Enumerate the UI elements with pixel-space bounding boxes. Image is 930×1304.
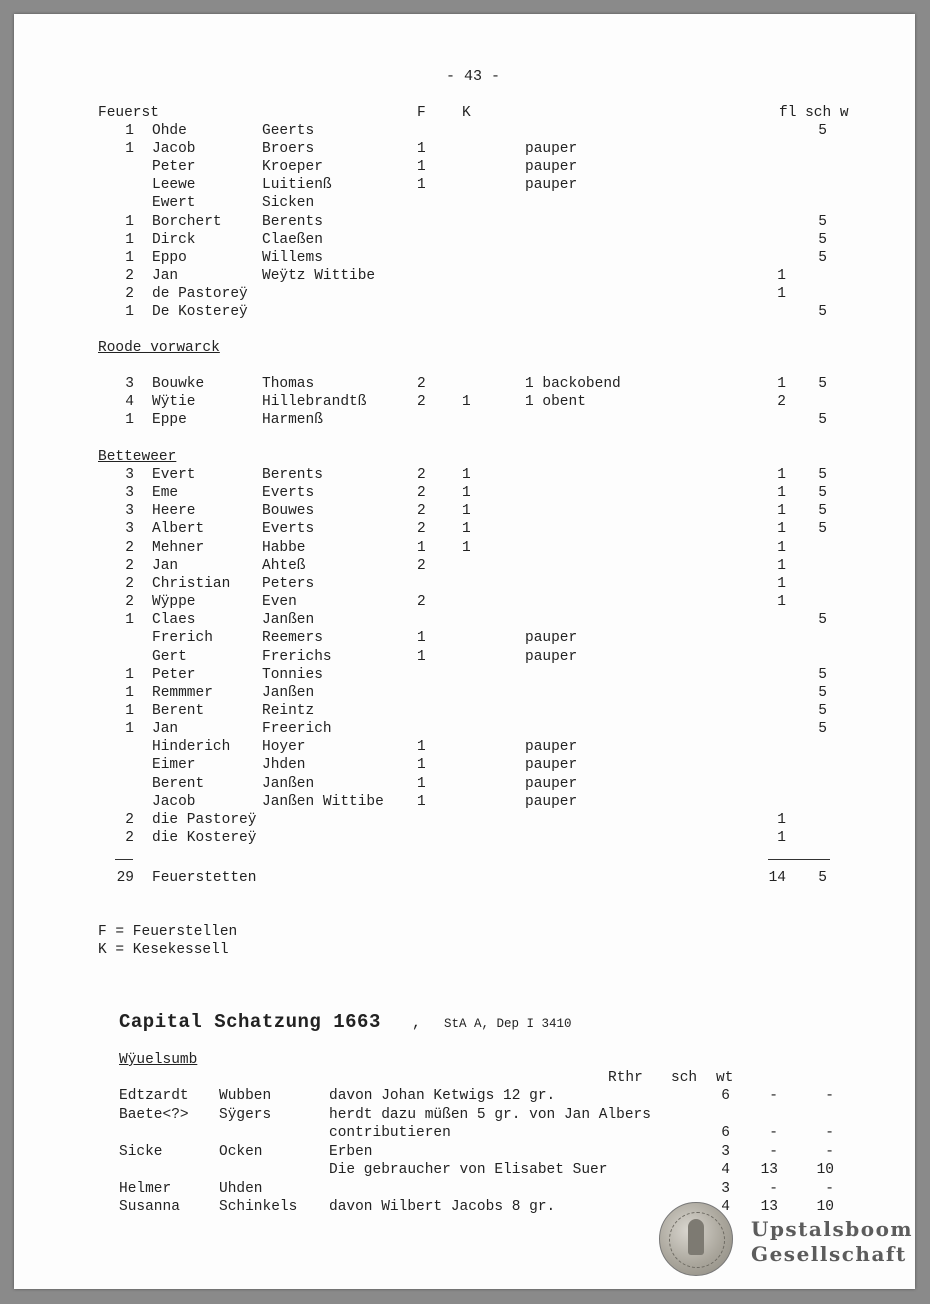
row-fl: 1 <box>777 811 786 828</box>
row-note: pauper <box>525 159 578 176</box>
row-note: pauper <box>525 757 578 774</box>
row-first-name: Mehner <box>152 539 205 556</box>
row-last-name: Harmenß <box>262 412 323 429</box>
row-sch: 5 <box>818 213 827 230</box>
capital-row-note: contributieren <box>329 1125 451 1141</box>
row-last-name: Kroeper <box>262 159 323 176</box>
capital-row-wt: 10 <box>816 1199 834 1215</box>
row-sch: 5 <box>818 304 827 320</box>
row-fl: 1 <box>777 557 786 574</box>
row-last-name: Habbe <box>262 539 306 556</box>
row-last-name: Hoyer <box>262 739 306 756</box>
capital-col-wt: wt <box>716 1070 734 1086</box>
row-feuerstellen: 1 <box>417 159 426 176</box>
row-note: pauper <box>525 775 578 792</box>
row-fl: 1 <box>777 503 786 520</box>
row-count: 1 <box>125 213 134 230</box>
society-seal-icon <box>659 1202 733 1276</box>
capital-row-first-name: Susanna <box>119 1199 180 1215</box>
row-count: 2 <box>125 557 134 574</box>
row-count: 1 <box>125 123 134 139</box>
row-last-name: Janßen <box>262 612 315 629</box>
row-fl: 1 <box>777 575 786 592</box>
section-title-betteweer: Betteweer <box>98 449 177 465</box>
capital-row-sch: - <box>769 1125 778 1141</box>
legend-k: K = Kesekessell <box>98 942 229 958</box>
capital-row-wt: 10 <box>816 1162 834 1178</box>
capital-row-note: davon Johan Ketwigs 12 gr. <box>329 1088 556 1104</box>
row-fl: 1 <box>777 485 786 502</box>
row-count: 1 <box>125 684 134 701</box>
header-k: K <box>462 105 471 121</box>
row-fl: 1 <box>777 267 786 284</box>
row-sch: 5 <box>818 521 827 538</box>
row-sch: 5 <box>818 612 827 629</box>
capital-row-rthr: 6 <box>721 1088 730 1104</box>
capital-row-first-name: Sicke <box>119 1143 163 1160</box>
row-sch: 5 <box>818 376 827 392</box>
capital-row-sch: - <box>769 1088 778 1104</box>
capital-row-note: herdt dazu müßen 5 gr. von Jan Albers <box>329 1106 651 1123</box>
row-sch: 5 <box>818 684 827 701</box>
capital-row-note: davon Wilbert Jacobs 8 gr. <box>329 1199 556 1215</box>
row-count: 4 <box>125 394 134 411</box>
row-fl: 1 <box>777 376 786 392</box>
watermark-line1: Upstalsboom <box>751 1217 914 1241</box>
row-kesekessell: 1 <box>462 539 471 556</box>
capital-col-rthr: Rthr <box>608 1070 643 1086</box>
row-last-name: Hillebrandtß <box>262 394 367 411</box>
capital-row-wt: - <box>825 1143 834 1160</box>
row-first-name: Wӱtie <box>152 394 196 411</box>
row-count: 2 <box>125 285 134 302</box>
header-feuerst: Feuerst <box>98 105 159 121</box>
row-count: 2 <box>125 811 134 828</box>
row-first-name: Gert <box>152 648 187 665</box>
row-first-name: Ewert <box>152 195 196 212</box>
row-kesekessell: 1 <box>462 485 471 502</box>
row-last-name: Bouwes <box>262 503 315 520</box>
row-count: 1 <box>125 249 134 266</box>
row-fl: 1 <box>777 830 786 846</box>
row-note: pauper <box>525 739 578 756</box>
header-currency: fl sch w <box>779 105 849 121</box>
row-first-name: Leewe <box>152 177 196 194</box>
row-fl: 1 <box>777 539 786 556</box>
row-fl: 2 <box>777 394 786 411</box>
row-kesekessell: 1 <box>462 503 471 520</box>
row-last-name: Reintz <box>262 702 315 719</box>
row-feuerstellen: 1 <box>417 648 426 665</box>
row-last-name: Janßen <box>262 684 315 701</box>
row-first-name: Hinderich <box>152 739 231 756</box>
row-first-name: Peter <box>152 666 196 683</box>
capital-row-rthr: 4 <box>721 1162 730 1178</box>
row-first-name: Dirck <box>152 231 196 248</box>
row-feuerstellen: 2 <box>417 503 426 520</box>
capital-row-last-name: Uhden <box>219 1180 263 1197</box>
row-first-name: Jan <box>152 267 179 284</box>
capital-row-sch: 13 <box>760 1199 778 1215</box>
capital-row-wt: - <box>825 1088 834 1104</box>
row-first-name: Berent <box>152 775 205 792</box>
row-note: pauper <box>525 141 578 158</box>
row-note: pauper <box>525 177 578 194</box>
row-sch: 5 <box>818 485 827 502</box>
capital-row-sch: - <box>769 1143 778 1160</box>
row-last-name: Thomas <box>262 376 315 392</box>
capital-row-last-name: Schinkels <box>219 1199 298 1215</box>
row-feuerstellen: 2 <box>417 485 426 502</box>
row-last-name: Broers <box>262 141 315 158</box>
row-last-name: Even <box>262 594 297 611</box>
row-fl: 1 <box>777 285 786 302</box>
row-feuerstellen: 2 <box>417 394 426 411</box>
total-sch: 5 <box>818 870 827 886</box>
row-first-name: De Kostereӱ <box>152 304 248 320</box>
row-first-name: Jacob <box>152 793 196 810</box>
row-last-name: Tonnies <box>262 666 323 683</box>
row-last-name: Janßen Wittibe <box>262 793 384 810</box>
row-last-name: Freerich <box>262 721 332 738</box>
row-last-name: Frerichs <box>262 648 332 665</box>
row-last-name: Sicken <box>262 195 315 212</box>
row-kesekessell: 1 <box>462 521 471 538</box>
row-feuerstellen: 2 <box>417 376 426 392</box>
header-f: F <box>417 105 426 121</box>
row-count: 3 <box>125 485 134 502</box>
row-first-name: Evert <box>152 467 196 483</box>
total-rule-right <box>768 859 830 860</box>
row-first-name: Bouwke <box>152 376 205 392</box>
row-note: pauper <box>525 793 578 810</box>
capital-row-sch: - <box>769 1180 778 1197</box>
capital-row-note: Die gebraucher von Elisabet Suer <box>329 1162 608 1178</box>
row-first-name: Heere <box>152 503 196 520</box>
section-title-roode: Roode vorwarck <box>98 340 220 356</box>
capital-row-last-name: Sӱgers <box>219 1106 272 1123</box>
row-first-name: Jacob <box>152 141 196 158</box>
row-first-name: Eme <box>152 485 179 502</box>
row-note: 1 backobend <box>525 376 621 392</box>
row-sch: 5 <box>818 412 827 429</box>
row-last-name: Peters <box>262 575 315 592</box>
row-count: 1 <box>125 304 134 320</box>
capital-row-rthr: 3 <box>721 1143 730 1160</box>
row-note: pauper <box>525 648 578 665</box>
row-count: 2 <box>125 830 134 846</box>
row-fl: 1 <box>777 467 786 483</box>
row-last-name: Everts <box>262 485 315 502</box>
row-feuerstellen: 2 <box>417 467 426 483</box>
row-sch: 5 <box>818 721 827 738</box>
total-count: 29 <box>116 870 134 886</box>
row-feuerstellen: 1 <box>417 630 426 647</box>
row-count: 3 <box>125 521 134 538</box>
row-first-name: Jan <box>152 721 179 738</box>
row-feuerstellen: 1 <box>417 775 426 792</box>
row-last-name: Janßen <box>262 775 315 792</box>
row-last-name: Everts <box>262 521 315 538</box>
row-count: 2 <box>125 594 134 611</box>
row-count: 1 <box>125 141 134 158</box>
row-feuerstellen: 2 <box>417 557 426 574</box>
row-feuerstellen: 2 <box>417 521 426 538</box>
watermark-line2: Gesellschaft <box>751 1242 907 1266</box>
row-last-name: Weӱtz Wittibe <box>262 267 376 284</box>
row-sch: 5 <box>818 467 827 483</box>
row-last-name: Jhden <box>262 757 306 774</box>
capital-row-first-name: Helmer <box>119 1180 172 1197</box>
row-count: 3 <box>125 503 134 520</box>
capital-comma: , <box>412 1015 422 1032</box>
row-first-name: Frerich <box>152 630 213 647</box>
capital-row-note: Erben <box>329 1143 373 1160</box>
row-last-name: Geerts <box>262 123 315 139</box>
row-feuerstellen: 1 <box>417 739 426 756</box>
row-first-name: Ohde <box>152 123 187 139</box>
row-feuerstellen: 2 <box>417 594 426 611</box>
row-note: pauper <box>525 630 578 647</box>
row-sch: 5 <box>818 123 827 139</box>
row-feuerstellen: 1 <box>417 793 426 810</box>
row-fl: 1 <box>777 594 786 611</box>
capital-row-last-name: Wubben <box>219 1088 272 1104</box>
page-number: - 43 - <box>446 68 501 85</box>
row-count: 1 <box>125 721 134 738</box>
row-first-name: Eimer <box>152 757 196 774</box>
row-first-name: Christian <box>152 575 231 592</box>
row-kesekessell: 1 <box>462 467 471 483</box>
row-last-name: Luitienß <box>262 177 332 194</box>
row-first-name: Albert <box>152 521 205 538</box>
row-count: 1 <box>125 231 134 248</box>
row-first-name: Claes <box>152 612 196 629</box>
row-count: 1 <box>125 702 134 719</box>
row-first-name: Jan <box>152 557 179 574</box>
row-first-name: Remmmer <box>152 684 213 701</box>
row-feuerstellen: 1 <box>417 141 426 158</box>
row-first-name: Wӱppe <box>152 594 196 611</box>
row-feuerstellen: 1 <box>417 539 426 556</box>
row-count: 2 <box>125 575 134 592</box>
row-sch: 5 <box>818 702 827 719</box>
capital-row-last-name: Ocken <box>219 1143 263 1160</box>
total-rule-left <box>115 859 133 860</box>
capital-row-wt: - <box>825 1180 834 1197</box>
row-count: 3 <box>125 376 134 392</box>
capital-reference: StA A, Dep I 3410 <box>444 1017 572 1031</box>
row-fl: 1 <box>777 521 786 538</box>
row-first-name: die Kostereӱ <box>152 830 257 846</box>
row-last-name: Claeßen <box>262 231 323 248</box>
row-last-name: Ahteß <box>262 557 306 574</box>
row-first-name: die Pastoreӱ <box>152 811 257 828</box>
row-count: 3 <box>125 467 134 483</box>
row-last-name: Willems <box>262 249 323 266</box>
capital-row-rthr: 3 <box>721 1180 730 1197</box>
row-note: 1 obent <box>525 394 586 411</box>
row-count: 2 <box>125 539 134 556</box>
capital-row-rthr: 6 <box>721 1125 730 1141</box>
row-first-name: Borchert <box>152 213 222 230</box>
row-sch: 5 <box>818 503 827 520</box>
legend-f: F = Feuerstellen <box>98 924 238 940</box>
row-kesekessell: 1 <box>462 394 471 411</box>
row-first-name: Peter <box>152 159 196 176</box>
document-page <box>14 14 915 1289</box>
row-last-name: Berents <box>262 213 323 230</box>
row-first-name: de Pastoreӱ <box>152 285 248 302</box>
row-count: 1 <box>125 612 134 629</box>
capital-col-sch: sch <box>671 1070 698 1086</box>
row-sch: 5 <box>818 231 827 248</box>
total-fl: 14 <box>768 870 786 886</box>
row-count: 1 <box>125 412 134 429</box>
capital-row-first-name: Edtzardt <box>119 1088 189 1104</box>
row-feuerstellen: 1 <box>417 177 426 194</box>
row-count: 2 <box>125 267 134 284</box>
capital-title: Capital Schatzung 1663 <box>119 1011 381 1033</box>
row-first-name: Berent <box>152 702 205 719</box>
row-count: 1 <box>125 666 134 683</box>
row-last-name: Berents <box>262 467 323 483</box>
capital-row-wt: - <box>825 1125 834 1141</box>
row-sch: 5 <box>818 666 827 683</box>
total-label: Feuerstetten <box>152 870 257 886</box>
capital-row-sch: 13 <box>760 1162 778 1178</box>
capital-place: Wӱuelsumb <box>119 1052 198 1068</box>
row-feuerstellen: 1 <box>417 757 426 774</box>
row-sch: 5 <box>818 249 827 266</box>
row-last-name: Reemers <box>262 630 323 647</box>
capital-row-rthr: 4 <box>721 1199 730 1215</box>
row-first-name: Eppe <box>152 412 187 429</box>
row-first-name: Eppo <box>152 249 187 266</box>
capital-row-first-name: Baete<?> <box>119 1106 189 1123</box>
